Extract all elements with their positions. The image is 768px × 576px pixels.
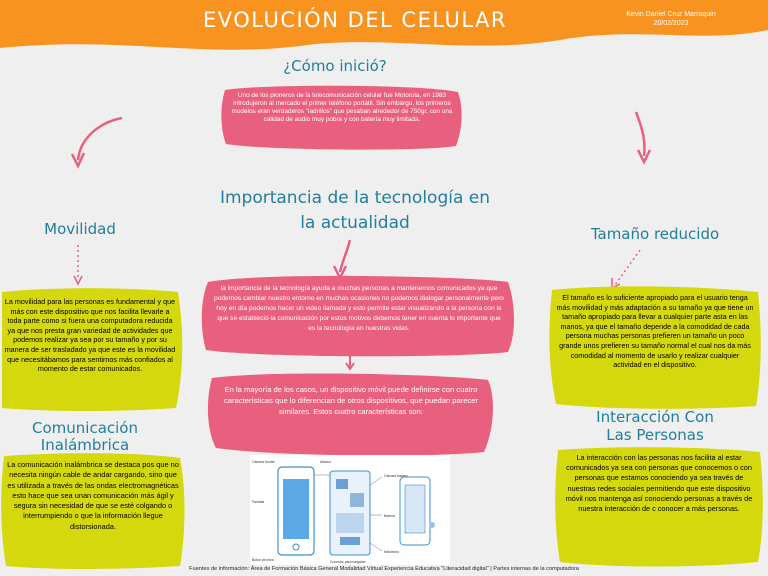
wireless-heading-line1: Comunicación (32, 419, 138, 437)
characteristics-text: En la mayoría de los casos, un dispositivo móvil puede definirse con cuatro características que lo diferencian de otros dispositivos, que puedan parecer similares. Estos cuatro características son: (223, 385, 479, 416)
size-text: El tamaño es lo suficiente apropiado para el usuario tenga más movilidad y más adaptación a su tamaño ya que tiene un tamaño apropiado para llevar a cualquier parte asta en las manos, ya que el tamaño depende a la comodidad de cada persona muchas personas prefieren un tamaño un poco grande unos prefieren su tamaño normal el cual nos da más comodidad al momento de usarlo y realizar cualquier actividad en el dispositivo. (556, 293, 754, 370)
diagram-label: Pantalla (252, 500, 265, 504)
importance-text: la importancia de la tecnología ayuda a muchas personas a mantenernos comunicados ya que podemos cambiar nuestro entorno en muchas ocasiones no podemos dialogar personalmente pero hoy en día podemos hacer un video llamada y esto permite estar visualizando a la persona con la que se estableció la comunicación por estos motivos debemos tener en cuenta lo importante que es la tecnología en nuestras vidas. (214, 285, 504, 332)
mobility-text: La movilidad para las personas es fundamental y que más con este dispositivo que nos facilita llevarle a toda parte como si fuera una computadora reducida ya que nos presta gran variedad de actividades que podemos realizar ya sea por su tamaño y por su manera de ser trasladado ya que este es la movilidad que necesitábamos para sentirnos más confiados al momento de estar comunicados. (4, 297, 176, 374)
importance-heading-line1: Importancia de la tecnología en (219, 188, 491, 208)
wireless-heading-line2: Inalámbrica (40, 436, 130, 454)
interaction-text: La interacción con las personas nos facilita al estar comunicados ya sea con personas que conocemos o con personas que estamos conociendo ya sea través de nuestras redes sociales permitiendo que este dispositivo móvil nos mantenga así conociendo personas a través de nuestra interacción de c conocer a más personas. (565, 453, 753, 514)
mobility-heading: Movilidad (44, 220, 116, 238)
diagram-label: Batería (384, 514, 395, 518)
interaction-heading (590, 408, 720, 444)
sources-footer: Fuentes de información: Área de Formación Básica General Modalidad Virtual Experiencia Educativa "Literacidad digital" | Partes internas de la computadora (189, 566, 579, 572)
importance-heading (190, 186, 520, 236)
diagram-label: Cámara trasera (384, 474, 408, 478)
diagram-label: Cámara frontal (252, 460, 275, 464)
phone-parts-diagram (250, 455, 450, 565)
diagram-label: Conector para cargador (330, 560, 366, 564)
wireless-heading (10, 420, 160, 454)
author-name: Kevin Daniel Cruz Marroquin (626, 11, 716, 18)
wireless-text: La comunicación inalámbrica se destaca pos que no necesita ningún cable de andar cargando, sino que es utilizada a través de las ondas electromagnéticas esto hace que sea unan comunicación más ágil y segura sin necesidad de que se esté colgando o interrumpiendo o que la información llegue distorsionada. (7, 460, 179, 531)
interaction-heading-line1: Interacción Con (596, 408, 714, 426)
importance-heading-line2: la actualidad (300, 213, 410, 233)
interaction-heading-line2: Las Personas (606, 426, 704, 444)
diagram-label: Altavoz (320, 460, 332, 464)
origin-text: Uno de los pioneros de la telecomunicación celular fue Motorola, en 1983 introdujeron al mercado el primer teléfono portátil. Sin embargo, los primeros modelos eran verdaderos "ladrillos" que pesaban alrededor de 750gr, con una calidad de audio muy pobre y con batería muy limitada. (231, 92, 453, 123)
page-title: EVOLUCIÓN DEL CELULAR (203, 8, 507, 32)
origin-heading: ¿Cómo inició? (283, 57, 387, 75)
diagram-label: Botón de inicio (252, 558, 275, 562)
diagram-label: Micrófono (384, 550, 399, 554)
size-heading: Tamaño reducido (590, 225, 720, 243)
author-date: 20/02/2023 (653, 20, 689, 27)
